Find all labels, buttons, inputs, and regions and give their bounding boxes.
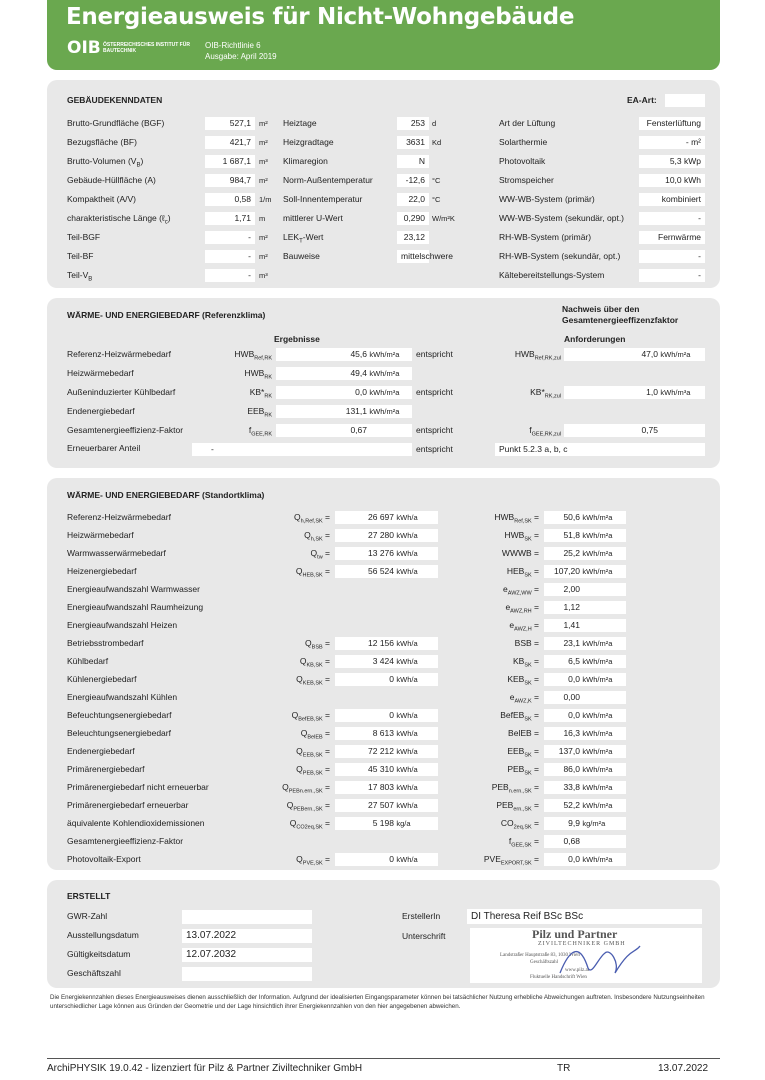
standortklima-panel [47,478,720,870]
sk-label: Betriebsstrombedarf [67,638,144,648]
sk-q-symbol: $Q_{KEB,SK}$ = [296,674,330,687]
sk-q-symbol: $Q_{h,Ref,SK}$ = [294,512,330,525]
sk-label: Primärenergiebedarf erneuerbar [67,800,189,810]
kenndaten-unit: W/m²K [432,214,455,223]
unterschrift-label: Unterschrift [402,931,446,941]
erstellt-value [182,910,312,924]
sk-q-symbol: $Q_{CO2eq,SK}$ = [289,818,330,831]
erneuerbar-status: entspricht [416,444,453,454]
referenzklima-panel [47,298,720,468]
oib-logo-subtitle: ÖSTERREICHISCHES INSTITUT FÜR BAUTECHNIK [103,42,190,54]
kenndaten-label: charakteristische Länge (ℓ$_c$) [67,213,171,226]
sk-symbol: $PEB_{n.ern.,SK}$ = [491,782,539,795]
footer-initials: TR [557,1063,571,1074]
ref-status: entspricht [416,387,453,397]
richtlinie: OIB-Richtlinie 6 [205,41,261,50]
sk-label: äquivalente Kohlendioxidemissionen [67,818,205,828]
sk-q-value: 72 212 kWh/a [335,745,438,758]
kenndaten-value: kombiniert [639,193,705,206]
sk-value: 50,6 kWh/m²a [544,511,626,524]
kenndaten-label: Kompaktheit (A/V) [67,194,136,204]
sk-label: Photovoltaik-Export [67,854,141,864]
sk-value: 137,0 kWh/m²a [544,745,626,758]
ref-value: 45,6 kWh/m²a [276,348,412,361]
footer-software: ArchiPHYSIK 19.0.42 - lizenziert für Pilz & Partner Ziviltechniker GmbH [47,1063,363,1074]
section-heading: GEBÄUDEKENNDATEN [67,95,163,105]
sk-symbol: BefEB$_{SK}$ = [500,710,539,723]
sk-symbol: $KB_{SK}$ = [512,656,539,669]
stamp-address-2: Geschäftszahl [530,960,559,965]
sk-symbol: WWWB = [501,548,539,558]
signature-scribble [470,928,702,983]
ref-label: Gesamtenergieeffizienz-Faktor [67,425,184,435]
sk-value: 0,00 [544,691,626,704]
erstellerin-label: ErstellerIn [402,911,441,921]
ref-symbol: $HWB_{RK}$ [244,368,272,381]
kenndaten-unit: °C [432,195,441,204]
ref-symbol: $HWB_{Ref,RK}$ [234,349,272,362]
sk-label: Kühlbedarf [67,656,109,666]
sk-value: 23,1 kWh/m²a [544,637,626,650]
sk-q-symbol: $Q_{BSB}$ = [305,638,330,651]
kenndaten-label: Bauweise [283,251,320,261]
sk-q-symbol: $Q_{HEB,SK}$ = [295,566,330,579]
kenndaten-value: 0,290 [397,212,429,225]
kenndaten-unit: °C [432,176,441,185]
kenndaten-label: Teil-BF [67,251,94,261]
section-heading: WÄRME- UND ENERGIEBEDARF (Referenzklima) [67,310,266,320]
ref-status: entspricht [416,349,453,359]
kenndaten-label: RH-WB-System (primär) [499,232,592,242]
sk-q-symbol: $Q_{tw}$ = [310,548,330,561]
kenndaten-value: 5,3 kWp [639,155,705,168]
kenndaten-label: Gebäude-Hüllfläche (A) [67,175,156,185]
sk-q-symbol: $Q_{PVE,SK}$ = [296,854,330,867]
ref-symbol: $KB*_{RK}$ [249,387,272,400]
sk-q-value: 27 280 kWh/a [335,529,438,542]
kenndaten-label: Heizgradtage [283,137,334,147]
kenndaten-unit: d [432,119,437,128]
sk-label: Energieaufwandszahl Heizen [67,620,178,630]
kenndaten-value: - [205,250,255,263]
sk-label: Primärenergiebedarf [67,764,145,774]
document-title: Energieausweis für Nicht-Wohngebäude [66,4,575,30]
kenndaten-value: 1 687,1 [205,155,255,168]
erneuerbar-value: - [192,443,412,456]
kenndaten-value: 22,0 [397,193,429,206]
kenndaten-label: WW-WB-System (primär) [499,194,595,204]
kenndaten-value: - [639,250,705,263]
kenndaten-value: 1,71 [205,212,255,225]
sk-q-symbol: $Q_{EEB,SK}$ = [296,746,330,759]
sk-q-value: 12 156 kWh/a [335,637,438,650]
kenndaten-value: 0,58 [205,193,255,206]
ref-req-value: 47,0 kWh/m²a [564,348,705,361]
erneuerbar-label: Erneuerbarer Anteil [67,443,141,453]
section-heading: ERSTELLT [67,891,111,901]
kenndaten-label: Bezugsfläche (BF) [67,137,137,147]
kenndaten-label: Brutto-Grundfläche (BGF) [67,118,165,128]
gebaeudekenndaten-panel [47,80,720,288]
sk-value: 107,20 kWh/m²a [544,565,626,578]
sk-q-value: 0 kWh/a [335,853,438,866]
kenndaten-value: Fernwärme [639,231,705,244]
kenndaten-value: 421,7 [205,136,255,149]
ref-value: 131,1 kWh/m²a [276,405,412,418]
sk-value: 25,2 kWh/m²a [544,547,626,560]
sk-label: Heizenergiebedarf [67,566,137,576]
nachweis-heading: Nachweis über den Gesamtenergieeffizenzfaktor [562,304,679,325]
sk-q-symbol: $Q_{PEB,SK}$ = [296,764,330,777]
kenndaten-unit: m² [259,119,268,128]
ref-req-value: 0,75 [564,424,705,437]
sk-label: Gesamtenergieeffizienz-Faktor [67,836,184,846]
kenndaten-label: mittlerer U-Wert [283,213,343,223]
sk-value: 52,2 kWh/m²a [544,799,626,812]
oib-logo: OIB [67,38,101,58]
ergebnisse-heading: Ergebnisse [274,334,320,344]
kenndaten-unit: Kd [432,138,442,147]
ref-req-symbol: $f_{GEE,RK,zul}$ [529,425,561,438]
kenndaten-label: Kältebereitstellungs-System [499,270,605,280]
sk-q-value: 0 kWh/a [335,709,438,722]
sk-value: 16,3 kWh/m²a [544,727,626,740]
sk-symbol: $HWB_{SK}$ = [504,530,539,543]
sk-symbol: $HEB_{SK}$ = [506,566,539,579]
section-heading: WÄRME- UND ENERGIEBEDARF (Standortklima) [67,490,265,500]
kenndaten-label: Teil-$V_B$ [67,270,93,283]
stamp-sub: ZIVILTECHNIKER GMBH [538,941,626,947]
sk-value: 1,41 [544,619,626,632]
kenndaten-label: Klimaregion [283,156,328,166]
kenndaten-label: Photovoltaik [499,156,546,166]
sk-symbol: BSB = [514,638,539,648]
kenndaten-unit: m² [259,176,268,185]
sk-q-symbol: $Q_{PEBn.ern.,SK}$ = [282,782,330,795]
erstellt-value [182,967,312,981]
sk-symbol: $PVE_{EXPORT,SK}$ = [483,854,539,867]
sk-value: 0,0 kWh/m²a [544,709,626,722]
ref-label: Endenergiebedarf [67,406,135,416]
kenndaten-value: N [397,155,429,168]
footer-date: 13.07.2022 [658,1063,709,1074]
sk-value: 0,0 kWh/m²a [544,853,626,866]
kenndaten-unit: m³ [259,157,268,166]
ref-label: Außeninduzierter Kühlbedarf [67,387,176,397]
sk-label: Warmwasserwärmebedarf [67,548,166,558]
kenndaten-unit: m² [259,138,268,147]
kenndaten-value: - [205,269,255,282]
sk-value: 33,8 kWh/m²a [544,781,626,794]
sk-value: 0,0 kWh/m²a [544,673,626,686]
sk-symbol: $EEB_{SK}$ = [507,746,539,759]
kenndaten-label: Solarthermie [499,137,548,147]
kenndaten-value: 10,0 kWh [639,174,705,187]
kenndaten-value: 527,1 [205,117,255,130]
stamp-footer: Fluktuelle Handschrift Wien [530,975,587,980]
kenndaten-unit: m [259,214,266,223]
ea-art-value [665,94,705,107]
sk-symbol: $HWB_{Ref,SK}$ = [494,512,539,525]
ref-req-value: 1,0 kWh/m³a [564,386,705,399]
kenndaten-value: - [639,269,705,282]
header-banner [47,0,720,70]
sk-q-symbol: $Q_{h,SK}$ = [304,530,330,543]
sk-q-value: 5 198 kg/a [335,817,438,830]
kenndaten-value: 3631 [397,136,429,149]
sk-symbol: $e_{AWZ,RH}$ = [505,602,539,615]
sk-symbol: BelEB = [508,728,539,738]
kenndaten-value: 23,12 [397,231,429,244]
kenndaten-label: Heiztage [283,118,317,128]
erstellt-label: Gültigkeitsdatum [67,949,131,959]
ea-art-label: EA-Art: [627,95,657,105]
kenndaten-label: Art der Lüftung [499,118,556,128]
ref-value: 0,0 kWh/m³a [276,386,412,399]
sk-q-value: 56 524 kWh/a [335,565,438,578]
sk-q-value: 17 803 kWh/a [335,781,438,794]
kenndaten-value: - m² [639,136,705,149]
ref-value: 49,4 kWh/m²a [276,367,412,380]
kenndaten-value: - [205,231,255,244]
sk-q-value: 0 kWh/a [335,673,438,686]
kenndaten-label: Stromspeicher [499,175,554,185]
sk-q-value: 13 276 kWh/a [335,547,438,560]
kenndaten-value: 984,7 [205,174,255,187]
sk-label: Energieaufwandszahl Raumheizung [67,602,204,612]
ref-label: Referenz-Heizwärmebedarf [67,349,171,359]
sk-q-value: 8 613 kWh/a [335,727,438,740]
stamp-name: Pilz und Partner [532,927,618,941]
erstellt-label: Geschäftszahl [67,968,121,978]
kenndaten-value: - [639,212,705,225]
sk-q-value: 27 507 kWh/a [335,799,438,812]
sk-q-symbol: $Q_{KB,SK}$ = [299,656,330,669]
sk-value: 1,12 [544,601,626,614]
stamp-web: www.pilz.at [565,968,590,973]
kenndaten-unit: m³ [259,271,268,280]
ausgabe: Ausgabe: April 2019 [205,52,277,61]
sk-q-symbol: $Q_{BelEB}$ = [300,728,330,741]
kenndaten-unit: m² [259,233,268,242]
sk-q-value: 45 310 kWh/a [335,763,438,776]
erneuerbar-requirement: Punkt 5.2.3 a, b, c [495,443,705,456]
kenndaten-unit: 1/m [259,195,272,204]
sk-label: Kühlenergiebedarf [67,674,137,684]
anforderungen-heading: Anforderungen [564,334,626,344]
sk-label: Energieaufwandszahl Kühlen [67,692,178,702]
sk-symbol: $e_{AWZ,H}$ = [509,620,539,633]
sk-label: Befeuchtungsenergiebedarf [67,710,172,720]
sk-q-value: 26 697 kWh/a [335,511,438,524]
sk-label: Primärenergiebedarf nicht erneuerbar [67,782,209,792]
ref-status: entspricht [416,425,453,435]
kenndaten-label: Soll-Innentemperatur [283,194,363,204]
ref-symbol: $EEB_{RK}$ [247,406,272,419]
sk-q-value: 3 424 kWh/a [335,655,438,668]
ref-value: 0,67 [276,424,412,437]
sk-q-symbol: $Q_{PEBern.,SK}$ = [286,800,330,813]
erstellt-value: 12.07.2032 [182,948,312,962]
sk-value: 0,68 [544,835,626,848]
kenndaten-label: $LEK_T$-Wert [283,232,324,245]
sk-symbol: $KEB_{SK}$ = [507,674,539,687]
sk-label: Referenz-Heizwärmebedarf [67,512,171,522]
kenndaten-label: Teil-BGF [67,232,101,242]
kenndaten-value: -12,6 [397,174,429,187]
sk-symbol: $e_{AWZ,WW}$ = [503,584,539,597]
kenndaten-value: Fensterlüftung [639,117,705,130]
disclaimer: Die Energiekennzahlen dieses Energieausweises dienen ausschließlich der Information. Aufgrund der idealisierten Eingangsparameter können bei tatsächlicher Nutzung erhebliche Abweichungen auftreten. Insbesondere Nutzungseinheiten unterschiedlicher Lage können aus Gründen der Geometrie und der Lage hinsichtlich ihrer Energiekennzahlen von den hier angegebenen abweichen. [50,994,705,1010]
sk-symbol: $e_{AWZ,K}$ = [509,692,539,705]
ref-label: Heizwärmebedarf [67,368,134,378]
signature-field [470,928,702,983]
sk-label: Heizwärmebedarf [67,530,134,540]
sk-symbol: $CO_{2eq,SK}$ = [500,818,539,831]
kenndaten-label: RH-WB-System (sekundär, opt.) [499,251,621,261]
erstellt-value: 13.07.2022 [182,929,312,943]
kenndaten-value: 253 [397,117,429,130]
sk-value: 2,00 [544,583,626,596]
ref-req-symbol: $HWB_{Ref,RK,zul}$ [514,349,561,362]
kenndaten-unit: m² [259,252,268,261]
sk-symbol: $f_{GEE,SK}$ = [508,836,539,849]
erstellt-label: Ausstellungsdatum [67,930,139,940]
footer-rule [47,1058,720,1059]
sk-value: 86,0 kWh/m²a [544,763,626,776]
sk-symbol: $PEB_{ern.,SK}$ = [496,800,539,813]
sk-value: 9,9 kg/m²a [544,817,626,830]
sk-label: Endenergiebedarf [67,746,135,756]
erstellerin-value: DI Theresa Reif BSc BSc [467,909,702,924]
sk-label: Beleuchtungsenergiebedarf [67,728,171,738]
sk-q-symbol: $Q_{BefEB,SK}$ = [291,710,330,723]
ref-symbol: $f_{GEE,RK}$ [248,425,272,438]
richtlinie-info [205,40,277,62]
ref-req-symbol: $KB*_{RK,zul}$ [530,387,561,400]
stamp-address: Landstraßer Hauptstraße 83, 1030 Wien [500,953,580,958]
kenndaten-value: mittelschwere [397,250,429,263]
erstellt-label: GWR-Zahl [67,911,108,921]
kenndaten-label: Norm-Außentemperatur [283,175,373,185]
kenndaten-label: WW-WB-System (sekundär, opt.) [499,213,625,223]
sk-label: Energieaufwandszahl Warmwasser [67,584,200,594]
sk-value: 6,5 kWh/m²a [544,655,626,668]
sk-value: 51,8 kWh/m²a [544,529,626,542]
kenndaten-label: Brutto-Volumen $(V_B)$ [67,156,144,169]
sk-symbol: $PEB_{SK}$ = [507,764,539,777]
